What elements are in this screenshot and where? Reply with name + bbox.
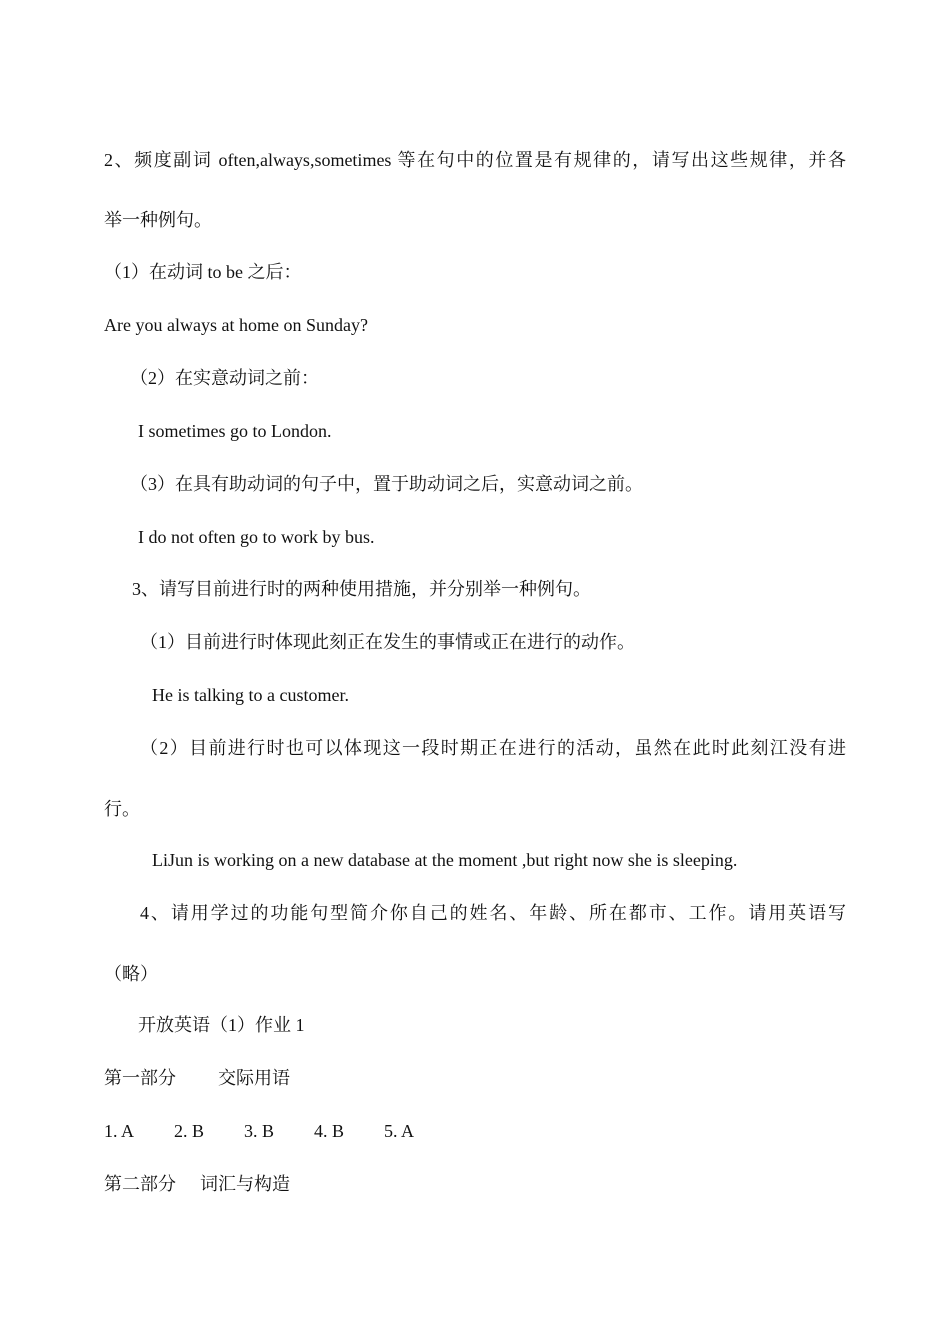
part1-heading [104,1066,290,1090]
homework-title: 开放英语（1）作业 1 [138,1015,305,1035]
q3-rule2-line2: 行。 [104,799,140,819]
q3-line1: 3、请写目前进行时的两种使用措施，并分别举一种例句。 [132,579,591,599]
answer-5: 5. A [384,1121,415,1141]
q2-rule1: （1）在动词 to be 之后： [104,262,302,282]
q2-example3: I do not often go to work by bus. [138,527,375,547]
q2-rule3: （3）在具有助动词的句子中，置于助动词之后，实意动词之前。 [130,474,643,494]
answer-2: 2. B [174,1121,205,1141]
q4-line2: （略） [104,964,158,984]
answer-3: 3. B [244,1121,275,1141]
part1-label: 第一部分 [104,1068,176,1088]
q3-rule2-line1: （2）目前进行时也可以体现这一段时期正在进行的活动，虽然在此时此刻江没有进 [140,738,846,758]
part2-title: 词汇与构造 [200,1174,290,1194]
part2-label: 第二部分 [104,1174,176,1194]
q2-line2: 举一种例句。 [104,210,212,230]
q2-example2: I sometimes go to London. [138,421,332,441]
q2-example1: Are you always at home on Sunday? [104,315,368,335]
answer-1: 1. A [104,1121,135,1141]
part1-title: 交际用语 [218,1068,290,1088]
q2-line1: 2、频度副词 often,always,sometimes 等在句中的位置是有规律的，请写出这些规律，并各 [104,150,846,170]
q3-rule1: （1）目前进行时体现此刻正在发生的事情或正在进行的动作。 [140,632,635,652]
q3-example2: LiJun is working on a new database at the moment ,but right now she is sleeping. [152,850,738,870]
answer-row [104,1119,454,1143]
answer-4: 4. B [314,1121,345,1141]
q3-example1: He is talking to a customer. [152,685,349,705]
q4-line1: 4、请用学过的功能句型简介你自己的姓名、年龄、所在都市、工作。请用英语写 [140,903,846,923]
q2-rule2: （2）在实意动词之前： [130,368,319,388]
part2-heading [104,1172,290,1196]
